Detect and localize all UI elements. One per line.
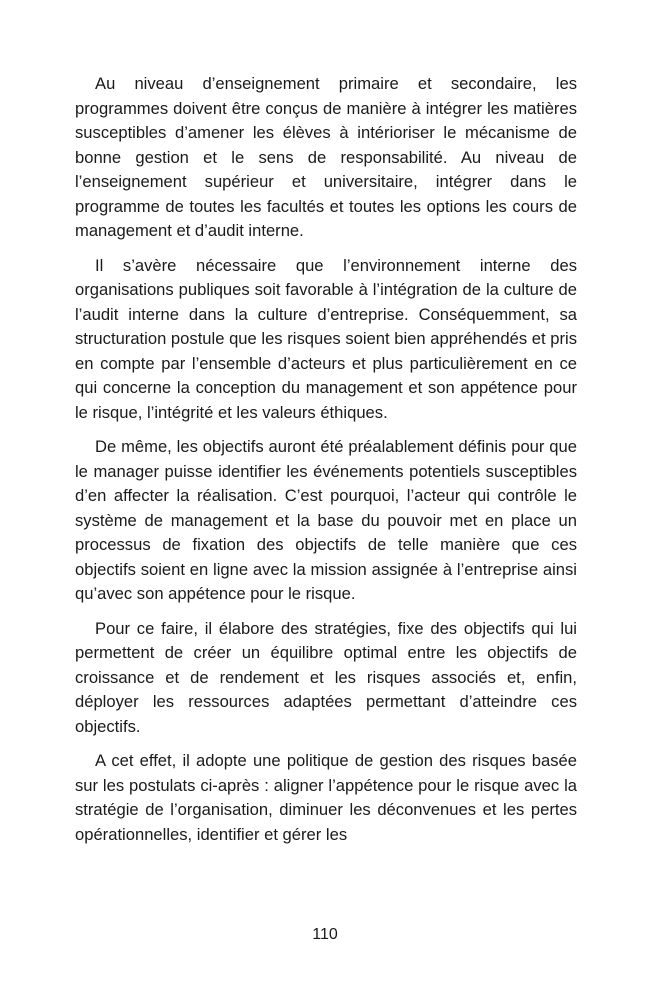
paragraph-2: Il s’avère nécessaire que l’environnement interne des organisations publiques soit favorable à l’intégration de la culture de l’audit interne dans la culture d’entreprise. Conséquemment, sa structuration postule que les risques soient bien appréhendés et pris en compte par l’ensemble d’acteurs et plus particulièrement en ce qui concerne la conception du management et son appétence pour le risque, l’intégrité et les valeurs éthiques. — [75, 255, 577, 422]
paragraph-5: A cet effet, il adopte une politique de gestion des risques basée sur les postulats ci-après : aligner l’appétence pour le risque avec la stratégie de l’organisation, diminuer les déconvenues et les pertes opérationnelles, identifier et gérer les — [75, 751, 577, 844]
page-number: 110 — [312, 926, 338, 943]
paragraph-1: Au niveau d’enseignement primaire et secondaire, les programmes doivent être conçus de manière à intégrer les matières susceptibles d’amener les élèves à intérioriser le mécanisme de bonne gestion et le sens de responsabilité. Au niveau de l’enseignement supérieur et universitaire, intégrer dans le programme de toutes les facultés et toutes les options les cours de management et d’audit interne. — [75, 74, 577, 240]
paragraph-3: De même, les objectifs auront été préalablement définis pour que le manager puisse identifier les événements potentiels susceptibles d’en affecter la réalisation. C’est pourquoi, l’acteur qui contrôle le système de management et la base du pouvoir met en place un processus de fixation des objectifs de telle manière que ces objectifs soient en ligne avec la mission assignée à l’entreprise ainsi qu’avec son appétence pour le risque. — [75, 437, 577, 603]
page-body — [75, 72, 577, 857]
paragraph-4: Pour ce faire, il élabore des stratégies, fixe des objectifs qui lui permettent de créer un équilibre optimal entre les objectifs de croissance et de rendement et les risques associés et, enfin, déployer les ressources adaptées permettant d’atteindre ces objectifs. — [75, 618, 577, 736]
